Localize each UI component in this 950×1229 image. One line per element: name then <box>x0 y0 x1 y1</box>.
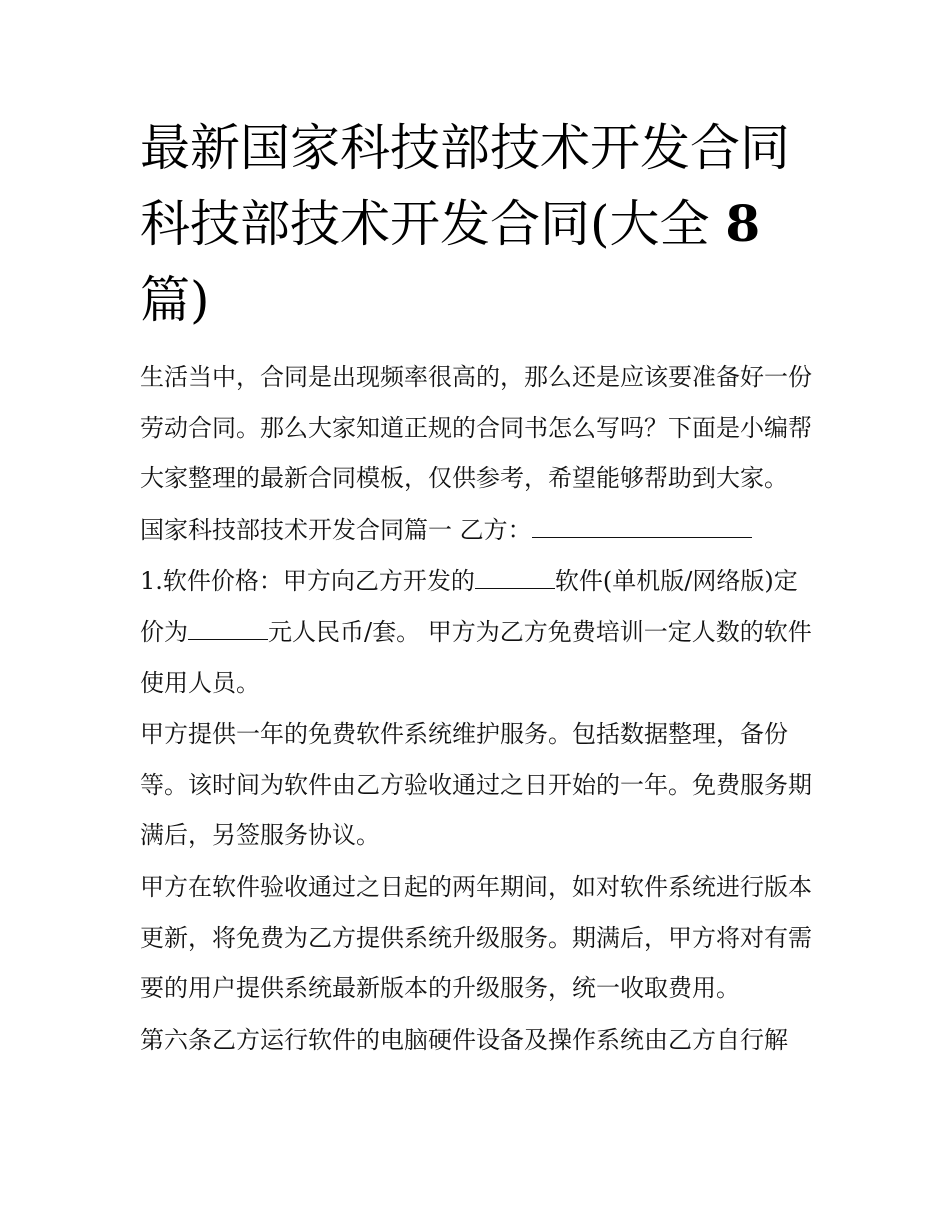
document-title <box>140 110 820 338</box>
software-price-paragraph <box>140 556 816 708</box>
software-price-text-a: 1.软件价格：甲方向乙方开发的 <box>140 567 475 596</box>
document-body <box>140 352 816 1066</box>
title-line-2: 科技部技术开发合同(大全 <box>140 195 726 253</box>
party-b-paragraph <box>140 505 816 556</box>
party-b-label: 国家科技部技术开发合同篇一 乙方： <box>140 515 532 544</box>
article-six-paragraph: 第六条乙方运行软件的电脑硬件设备及操作系统由乙方自行解 <box>140 1025 788 1054</box>
maintenance-paragraph: 甲方提供一年的免费软件系统维护服务。包括数据整理，备份等。该时间为软件由乙方验收通过之日开始的一年。免费服务期满后，另签服务协议。 <box>140 720 812 850</box>
party-b-blank <box>532 511 752 538</box>
software-name-blank <box>475 562 555 589</box>
title-line-1: 最新国家科技部技术开发合同 <box>140 119 790 177</box>
price-amount-blank <box>188 613 268 640</box>
intro-paragraph: 生活当中，合同是出现频率很高的，那么还是应该要准备好一份劳动合同。那么大家知道正规的合同书怎么写吗？下面是小编帮大家整理的最新合同模板，仅供参考，希望能够帮助到大家。 <box>140 363 812 493</box>
software-price-text-c: 元人民币/套。 甲方为乙方免费培训一定人数的软件使用人员。 <box>140 617 812 697</box>
upgrade-paragraph: 甲方在软件验收通过之日起的两年期间，如对软件系统进行版本更新，将免费为乙方提供系统升级服务。期满后，甲方将对有需要的用户提供系统最新版本的升级服务，统一收取费用。 <box>140 872 812 1003</box>
software-price-text-b: 软件(单机版/网络版)定价为 <box>140 567 798 646</box>
title-line-3: 篇) <box>140 271 210 329</box>
title-line-2-number: 8 <box>725 194 761 253</box>
